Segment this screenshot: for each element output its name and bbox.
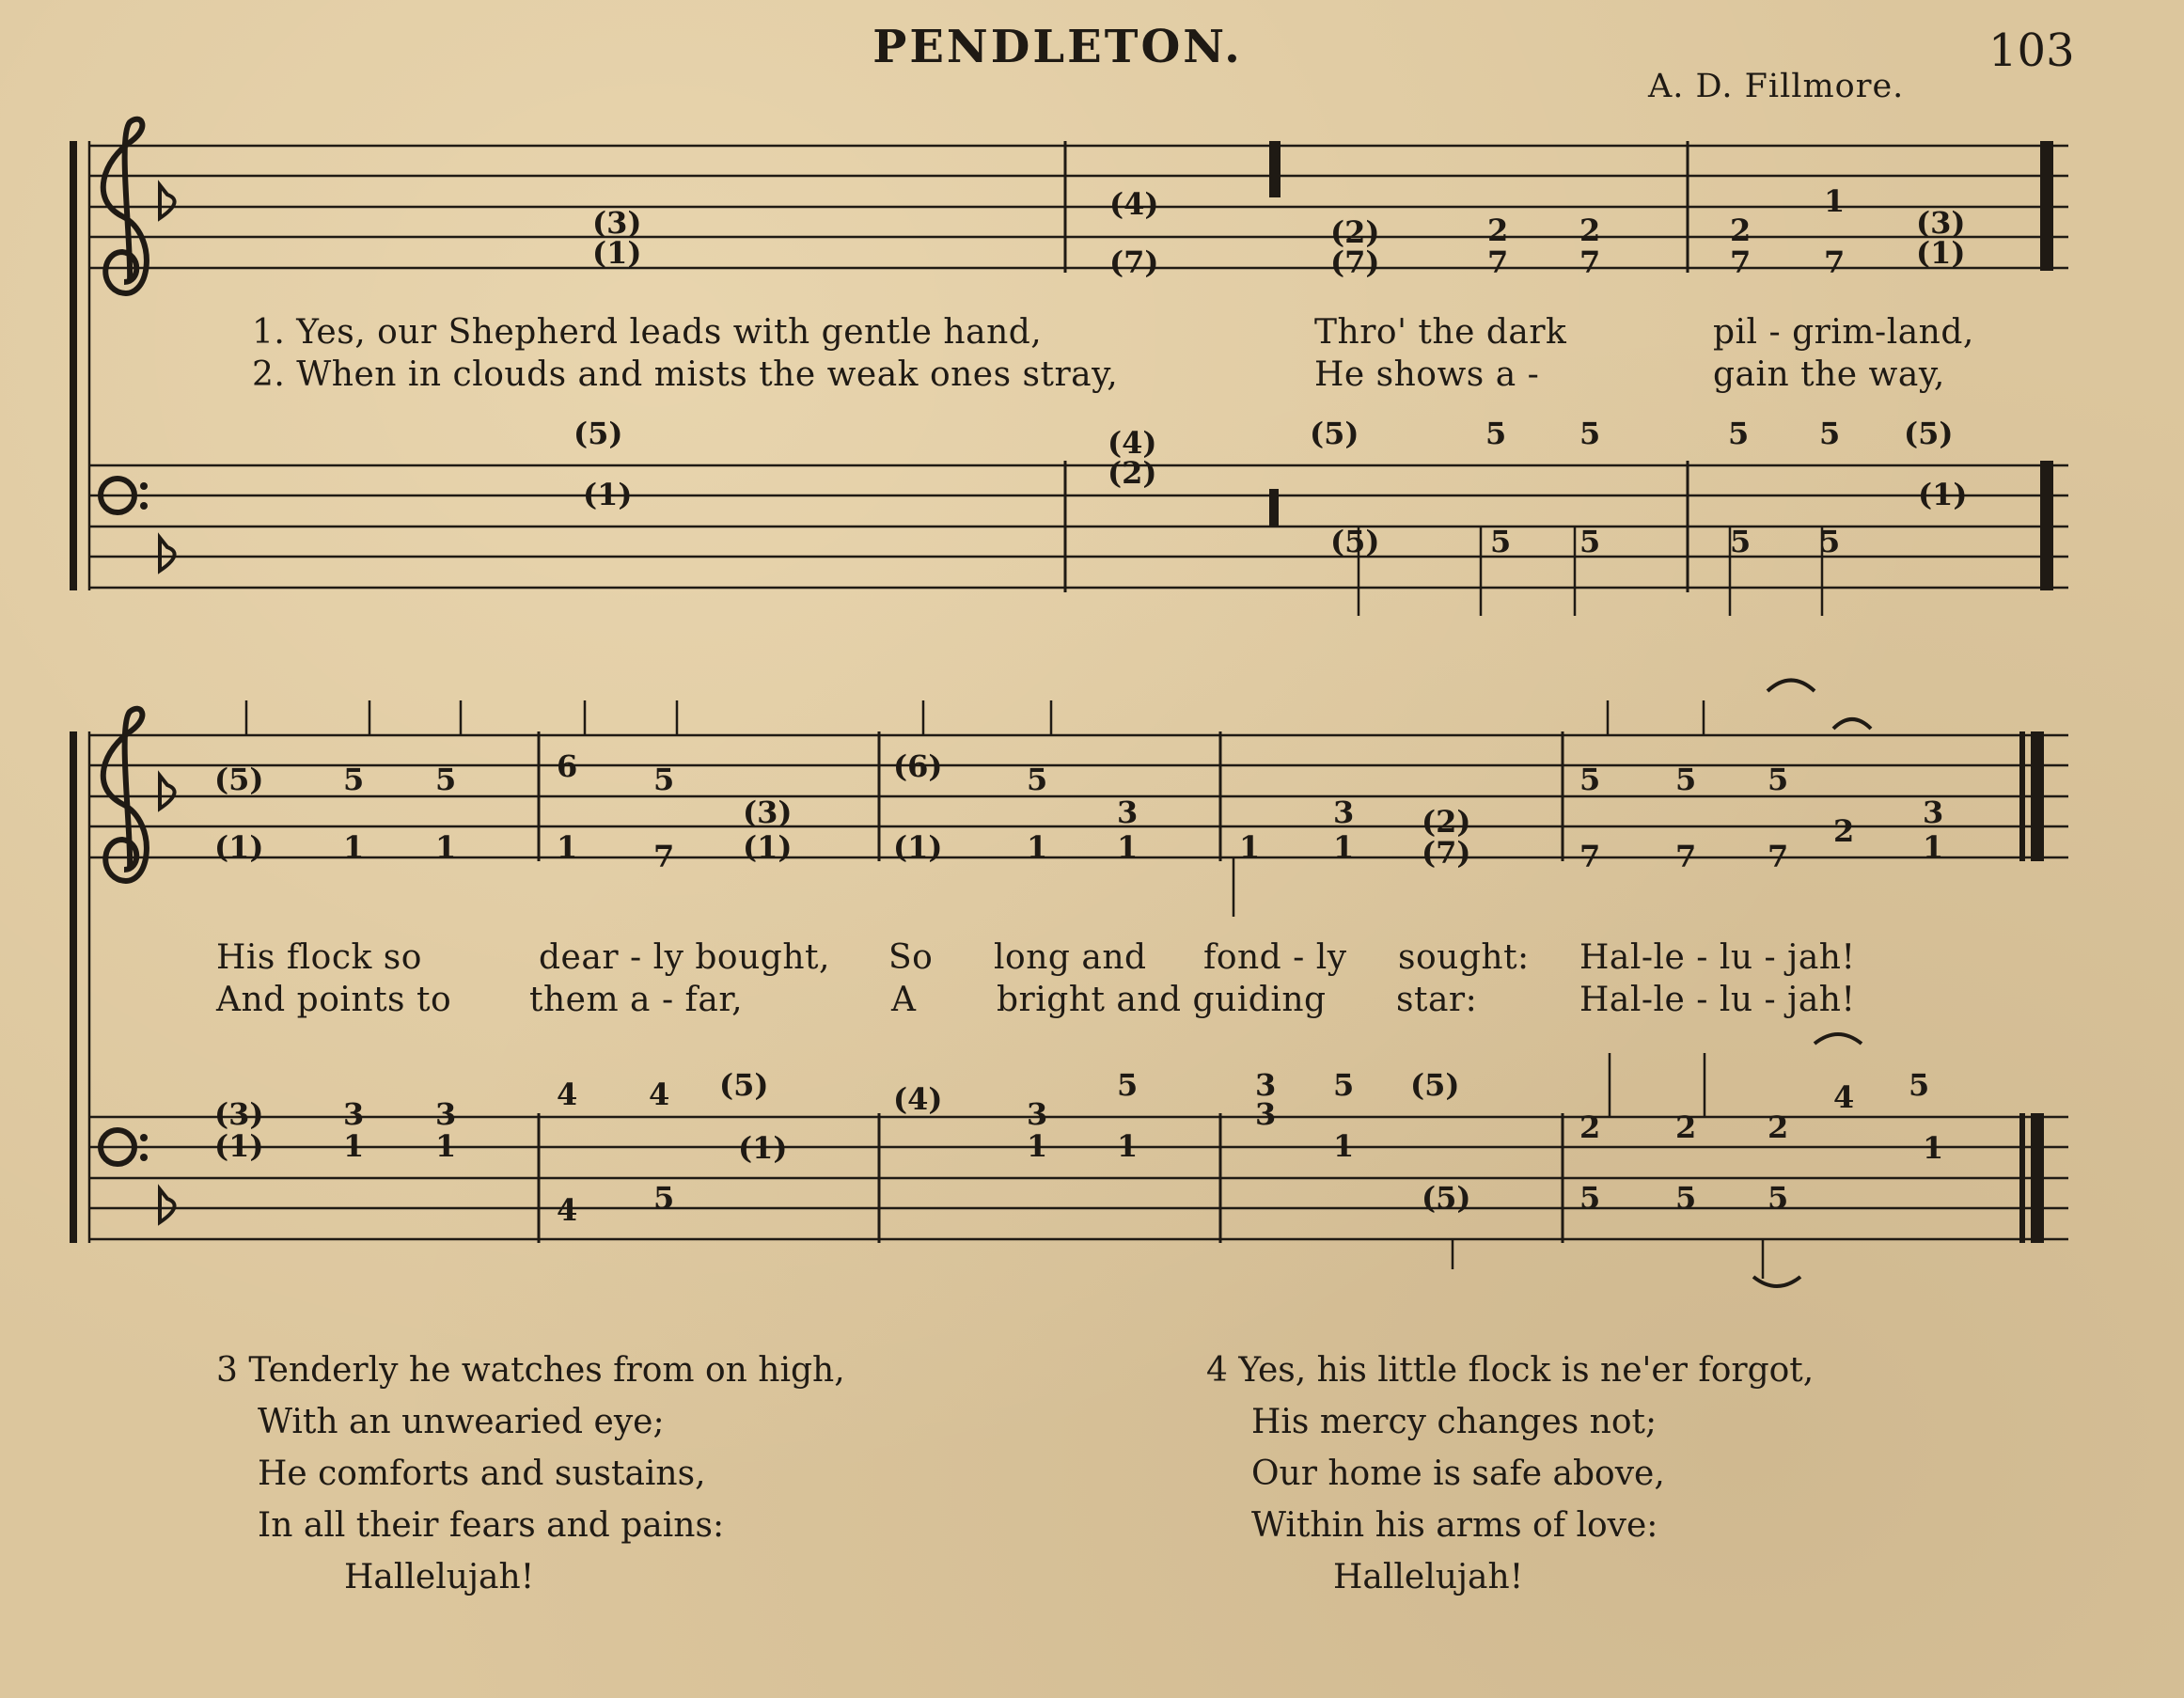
note-numeral: (3) bbox=[743, 794, 793, 830]
verse-text: Yes, his little flock is ne'er forgot, bbox=[1238, 1351, 1815, 1390]
composer-credit: A. D. Fillmore. bbox=[1648, 68, 1905, 105]
lyric-v1-s2-c: So bbox=[888, 938, 934, 977]
note-numeral: (4) bbox=[1109, 186, 1159, 222]
note-numeral: 5 bbox=[435, 762, 457, 797]
note-numeral: (5) bbox=[214, 762, 264, 797]
lyric-v1-s2-a: His flock so bbox=[216, 938, 422, 977]
note-numeral: (3) bbox=[1916, 205, 1966, 241]
staff-lines bbox=[89, 146, 2068, 1239]
note-numeral: (5) bbox=[1904, 416, 1954, 451]
note-numeral: (2) bbox=[1422, 804, 1471, 840]
note-numeral: 5 bbox=[1490, 524, 1512, 559]
lyric-v1-s1-b: Thro' the dark bbox=[1314, 313, 1567, 352]
note-numeral: (7) bbox=[1330, 244, 1380, 280]
lyric-v2-s2-a: And points to bbox=[216, 981, 452, 1019]
note-numeral: 3 bbox=[1923, 794, 1944, 830]
note-numeral: (7) bbox=[1109, 244, 1159, 280]
verse-text: Our home is safe above, bbox=[1251, 1454, 1665, 1493]
lyric-v1-s2-e: fond - ly bbox=[1203, 938, 1347, 977]
note-numeral: (1) bbox=[214, 829, 264, 865]
note-numeral: 2 bbox=[1579, 1109, 1601, 1145]
note-numeral: 1 bbox=[1923, 829, 1944, 865]
note-numeral: 1 bbox=[1027, 1128, 1048, 1164]
note-numeral: 2 bbox=[1833, 813, 1855, 849]
note-numeral: 7 bbox=[1579, 839, 1601, 874]
bass-notes-system-1 bbox=[573, 416, 1968, 559]
note-numeral: 5 bbox=[1768, 1180, 1789, 1216]
verse-number: 4 bbox=[1206, 1351, 1228, 1390]
note-numeral: 1 bbox=[343, 829, 365, 865]
note-numeral: 5 bbox=[1675, 762, 1697, 797]
note-numeral: 5 bbox=[1333, 1067, 1355, 1103]
note-numeral: 5 bbox=[653, 762, 675, 797]
note-numeral: 5 bbox=[1579, 1180, 1601, 1216]
lyric-v2-s2-c: A bbox=[891, 981, 917, 1019]
verse-text: Hallelujah! bbox=[344, 1558, 535, 1596]
note-numeral: (1) bbox=[743, 829, 793, 865]
treble-clef-icon bbox=[103, 119, 147, 881]
verse-line bbox=[216, 1344, 845, 1396]
note-numeral: 4 bbox=[557, 1192, 578, 1228]
note-numeral: 2 bbox=[1675, 1109, 1697, 1145]
note-numeral: 1 bbox=[1923, 1130, 1944, 1166]
note-numeral: (5) bbox=[1310, 416, 1359, 451]
note-numeral: 1 bbox=[1824, 183, 1846, 219]
note-numeral: 2 bbox=[1487, 212, 1509, 248]
note-numeral: (1) bbox=[1916, 235, 1966, 271]
note-numeral: 1 bbox=[343, 1128, 365, 1164]
verse-text: In all their fears and pains: bbox=[258, 1506, 725, 1545]
note-numeral: 5 bbox=[1579, 762, 1601, 797]
note-numeral: (1) bbox=[214, 1128, 264, 1164]
note-numeral: 7 bbox=[1675, 839, 1697, 874]
lyric-v1-s2-f: sought: bbox=[1398, 938, 1530, 977]
note-numeral: 2 bbox=[1730, 212, 1752, 248]
flat-sign-icon bbox=[160, 185, 175, 1222]
note-numeral: 1 bbox=[1027, 829, 1048, 865]
note-numeral: 5 bbox=[1117, 1067, 1139, 1103]
hymn-title: PENDLETON. bbox=[872, 21, 1243, 73]
lyric-v2-s2-e: star: bbox=[1396, 981, 1478, 1019]
note-numeral: 4 bbox=[557, 1077, 578, 1112]
note-numeral: 3 bbox=[1255, 1067, 1277, 1103]
note-numeral: 3 bbox=[343, 1096, 365, 1132]
lyric-v2-s1-a: 2. When in clouds and mists the weak ones stray, bbox=[252, 355, 1119, 394]
verse-3 bbox=[216, 1344, 845, 1603]
note-numeral: 5 bbox=[1579, 524, 1601, 559]
page-number: 103 bbox=[1988, 24, 2075, 77]
note-numeral: (5) bbox=[1422, 1180, 1471, 1216]
note-numeral: (4) bbox=[1108, 425, 1157, 461]
verse-line bbox=[1206, 1344, 1814, 1396]
final-barlines bbox=[1269, 141, 2053, 1243]
note-numeral: 7 bbox=[1730, 244, 1752, 280]
note-numeral: 5 bbox=[1768, 762, 1789, 797]
note-numeral: 3 bbox=[435, 1096, 457, 1132]
lyric-v1-s1-c: pil - grim-land, bbox=[1713, 313, 1974, 352]
verse-4 bbox=[1206, 1344, 1814, 1603]
note-numeral: 3 bbox=[1255, 1096, 1277, 1132]
note-numeral: 1 bbox=[435, 829, 457, 865]
lyric-v1-s2-g: Hal-le - lu - jah! bbox=[1579, 938, 1856, 977]
note-numeral: 5 bbox=[343, 762, 365, 797]
treble-notes-system-2 bbox=[214, 748, 1943, 874]
note-numeral: (4) bbox=[893, 1081, 943, 1117]
verse-text: Within his arms of love: bbox=[1251, 1506, 1658, 1545]
barlines bbox=[539, 141, 1688, 1243]
note-numeral: 1 bbox=[557, 829, 578, 865]
note-numeral: (2) bbox=[1330, 214, 1380, 250]
note-numeral: (5) bbox=[1410, 1067, 1460, 1103]
note-numeral: 1 bbox=[1117, 829, 1139, 865]
note-numeral: 3 bbox=[1117, 794, 1139, 830]
note-numeral: (6) bbox=[893, 748, 943, 784]
note-numeral: 5 bbox=[653, 1180, 675, 1216]
lyric-v1-s2-b: dear - ly bought, bbox=[539, 938, 830, 977]
lyric-v2-s1-c: gain the way, bbox=[1713, 355, 1945, 394]
note-numeral: (5) bbox=[719, 1067, 769, 1103]
note-numeral: 6 bbox=[557, 748, 578, 784]
note-numeral: 7 bbox=[1824, 244, 1846, 280]
lyric-v2-s2-b: them a - far, bbox=[529, 981, 744, 1019]
verse-text: He comforts and sustains, bbox=[258, 1454, 706, 1493]
note-numeral: 2 bbox=[1579, 212, 1601, 248]
note-numeral: (7) bbox=[1422, 835, 1471, 871]
note-numeral: 1 bbox=[1333, 1128, 1355, 1164]
note-numeral: 1 bbox=[1239, 829, 1261, 865]
note-numeral: (3) bbox=[214, 1096, 264, 1132]
note-numeral: (5) bbox=[573, 416, 623, 451]
note-numeral: (1) bbox=[893, 829, 943, 865]
note-numeral: 1 bbox=[1333, 829, 1355, 865]
note-numeral: (1) bbox=[738, 1130, 788, 1166]
note-numeral: (1) bbox=[1918, 477, 1968, 512]
note-numeral: 5 bbox=[1728, 416, 1750, 451]
note-numeral: 7 bbox=[1487, 244, 1509, 280]
verse-number: 3 bbox=[216, 1351, 238, 1390]
note-numeral: (5) bbox=[1330, 524, 1380, 559]
note-numeral: 4 bbox=[649, 1077, 670, 1112]
lyric-v2-s2-d: bright and guiding bbox=[997, 981, 1327, 1019]
note-numeral: 5 bbox=[1675, 1180, 1697, 1216]
note-numeral: 5 bbox=[1819, 416, 1841, 451]
lyric-v1-s2-d: long and bbox=[994, 938, 1147, 977]
note-numeral: 5 bbox=[1579, 416, 1601, 451]
note-numeral: 2 bbox=[1768, 1109, 1789, 1145]
note-numeral: 3 bbox=[1027, 1096, 1048, 1132]
verse-text: Hallelujah! bbox=[1333, 1558, 1524, 1596]
note-numeral: 4 bbox=[1833, 1079, 1855, 1115]
verse-text: Tenderly he watches from on high, bbox=[248, 1351, 845, 1390]
verse-text: With an unwearied eye; bbox=[258, 1403, 665, 1441]
note-numeral: 5 bbox=[1027, 762, 1048, 797]
note-numeral: 1 bbox=[435, 1128, 457, 1164]
system-brackets bbox=[73, 141, 89, 1243]
note-numeral: 7 bbox=[1579, 244, 1601, 280]
note-numeral: (1) bbox=[592, 235, 642, 271]
note-numeral: (2) bbox=[1108, 455, 1157, 491]
lyric-v2-s1-b: He shows a - bbox=[1314, 355, 1540, 394]
note-numeral: (3) bbox=[592, 205, 642, 241]
note-numeral: 3 bbox=[1333, 794, 1355, 830]
verse-text: His mercy changes not; bbox=[1251, 1403, 1658, 1441]
note-numeral: 1 bbox=[1117, 1128, 1139, 1164]
note-stems bbox=[246, 527, 1822, 1279]
note-numeral: 7 bbox=[653, 839, 675, 874]
lyric-v1-s1-a: 1. Yes, our Shepherd leads with gentle hand, bbox=[252, 313, 1043, 352]
treble-notes-system-1 bbox=[592, 183, 1966, 280]
note-numeral: (1) bbox=[583, 477, 633, 512]
lyric-v2-s2-f: Hal-le - lu - jah! bbox=[1579, 981, 1856, 1019]
note-numeral: 5 bbox=[1485, 416, 1507, 451]
note-numeral: 5 bbox=[1819, 524, 1841, 559]
note-numeral: 7 bbox=[1768, 839, 1789, 874]
note-numeral: 5 bbox=[1909, 1067, 1930, 1103]
note-numeral: 5 bbox=[1730, 524, 1752, 559]
